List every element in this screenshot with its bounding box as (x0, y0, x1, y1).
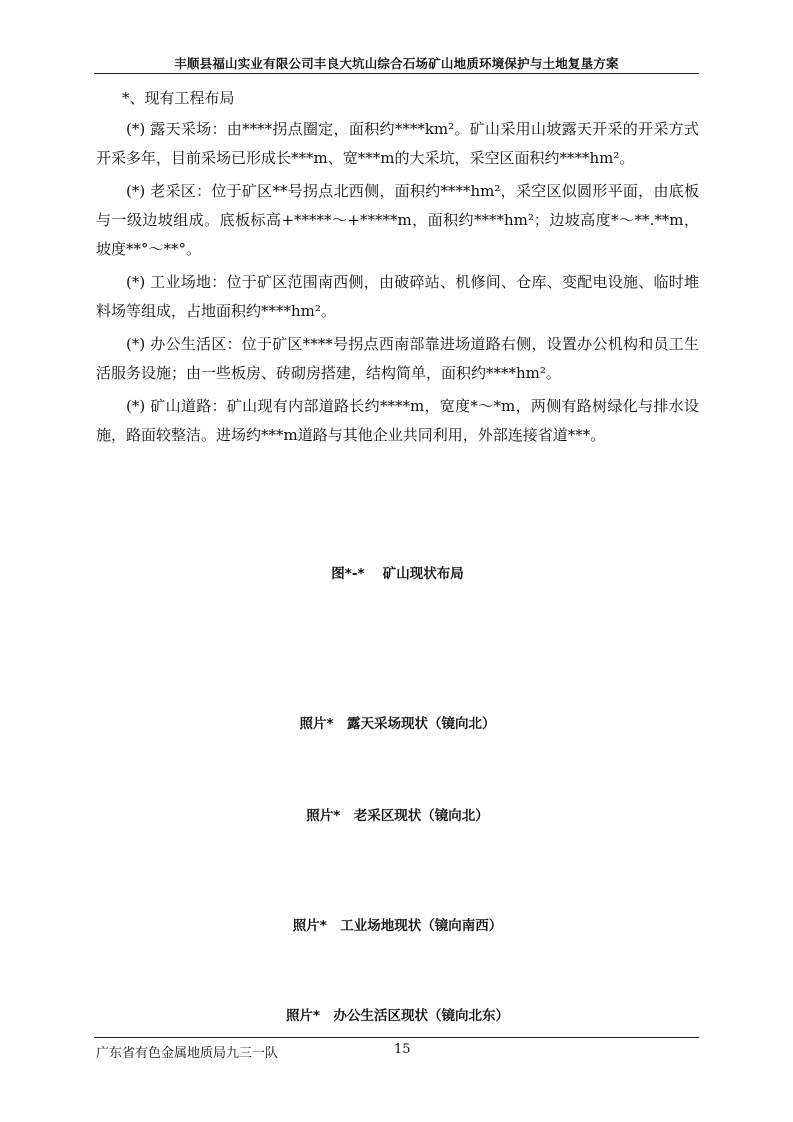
paragraph-office-living-area: (*) 办公生活区：位于矿区****号拐点西南部靠进场道路右侧，设置办公机构和员工生活服务设施；由一些板房、砖砌房搭建，结构简单，面积约****hm²。 (96, 335, 699, 382)
paragraph-mine-road: (*) 矿山道路：矿山现有内部道路长约****m，宽度*～*m，两侧有路树绿化与排水设施，路面较整洁。进场约***m道路与其他企业共同利用，外部连接省道***。 (96, 397, 699, 444)
footer-divider (94, 1037, 699, 1038)
photo-caption-old-mining-area: 照片* 老采区现状（镜向北） (306, 808, 489, 824)
paragraph-old-mining-area: (*) 老采区：位于矿区**号拐点北西侧，面积约****hm²，采空区似圆形平面，由底板与一级边坡组成。底板标高+*****～+*****m，面积约****hm²；边坡高度*～**.**m，坡度**°～**°。 (96, 182, 699, 258)
figure-caption: 图*-* 矿山现状布局 (331, 566, 464, 582)
header-divider (94, 73, 699, 74)
photo-caption-open-pit: 照片* 露天采场现状（镜向北） (299, 716, 496, 732)
footer-organization: 广东省有色金属地质局九三一队 (96, 1046, 279, 1061)
photo-caption-office-living-area: 照片* 办公生活区现状（镜向北东） (285, 1008, 510, 1024)
page-header-title: 丰顺县福山实业有限公司丰良大坑山综合石场矿山地质环境保护与土地复垦方案 (174, 56, 619, 71)
page-number: 15 (394, 1042, 411, 1057)
photo-caption-industrial-site: 照片* 工业场地现状（镜向南西） (292, 918, 503, 934)
paragraph-industrial-site: (*) 工业场地：位于矿区范围南西侧，由破碎站、机修间、仓库、变配电设施、临时堆料场等组成，占地面积约****hm²。 (96, 273, 699, 320)
body-text (96, 115, 699, 454)
section-heading: *、现有工程布局 (122, 89, 235, 107)
paragraph-open-pit: (*) 露天采场：由****拐点圈定，面积约****km²。矿山采用山坡露天开采的开采方式开采多年，目前采场已形成长***m、宽***m的大采坑，采空区面积约****hm²。 (96, 120, 699, 167)
